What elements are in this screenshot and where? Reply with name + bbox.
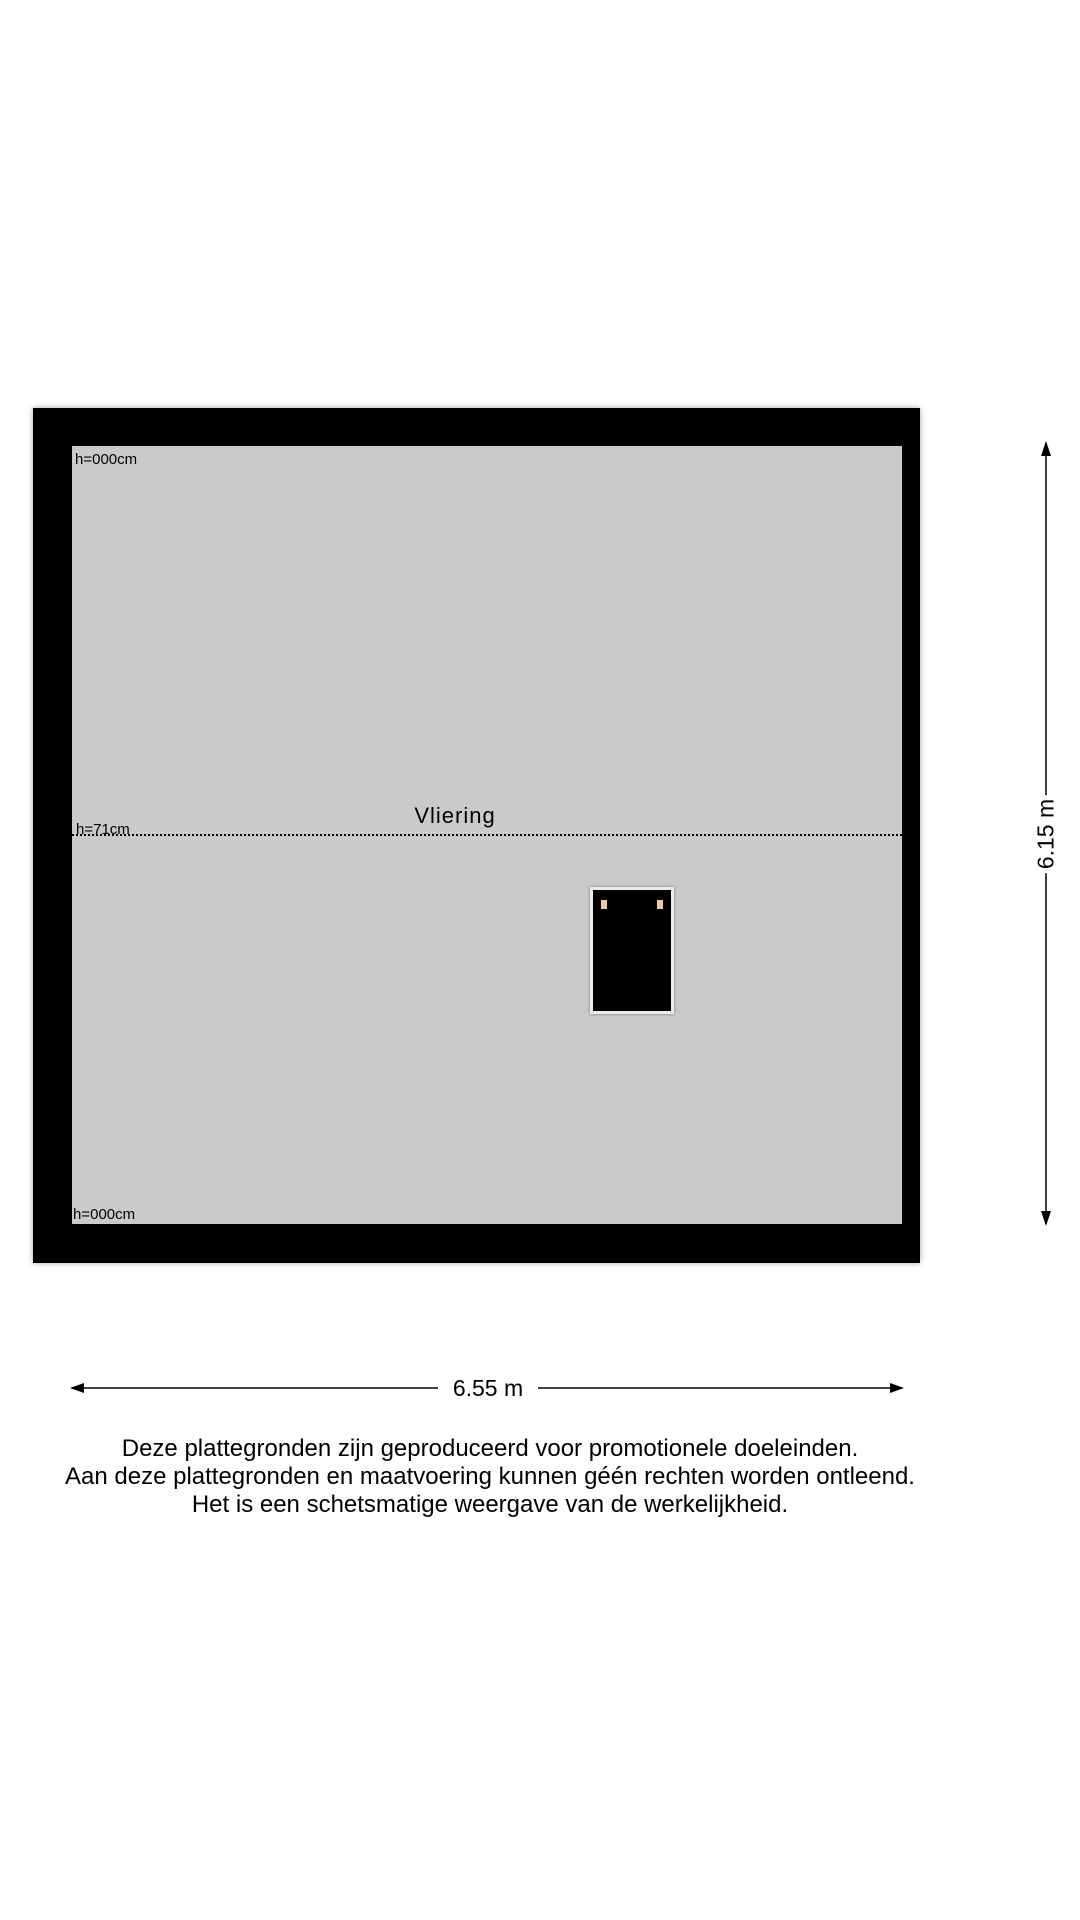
height-label-top: h=000cm — [75, 451, 138, 468]
width-dimension-label: 6.55 m — [438, 1375, 538, 1402]
disclaimer-line-2: Aan deze plattegronden en maatvoering kunnen géén rechten worden ontleend. — [65, 1463, 915, 1490]
disclaimer-line-3: Het is een schetsmatige weergave van de werkelijkheid. — [191, 1491, 789, 1518]
depth-dimension-label: 6.15 m — [1033, 795, 1060, 873]
width-arrow-right — [890, 1383, 904, 1393]
room-name-label: Vliering — [414, 803, 496, 828]
height-label-middle: h=71cm — [76, 821, 130, 838]
disclaimer-line-1: Deze plattegronden zijn geproduceerd voor promotionele doeleinden. — [121, 1435, 859, 1462]
disclaimer — [20, 1435, 960, 1519]
height-label-bottom: h=000cm — [73, 1206, 136, 1223]
width-arrow-left — [70, 1383, 84, 1393]
depth-arrow-bottom — [1041, 1211, 1051, 1226]
depth-arrow-top — [1041, 441, 1051, 456]
